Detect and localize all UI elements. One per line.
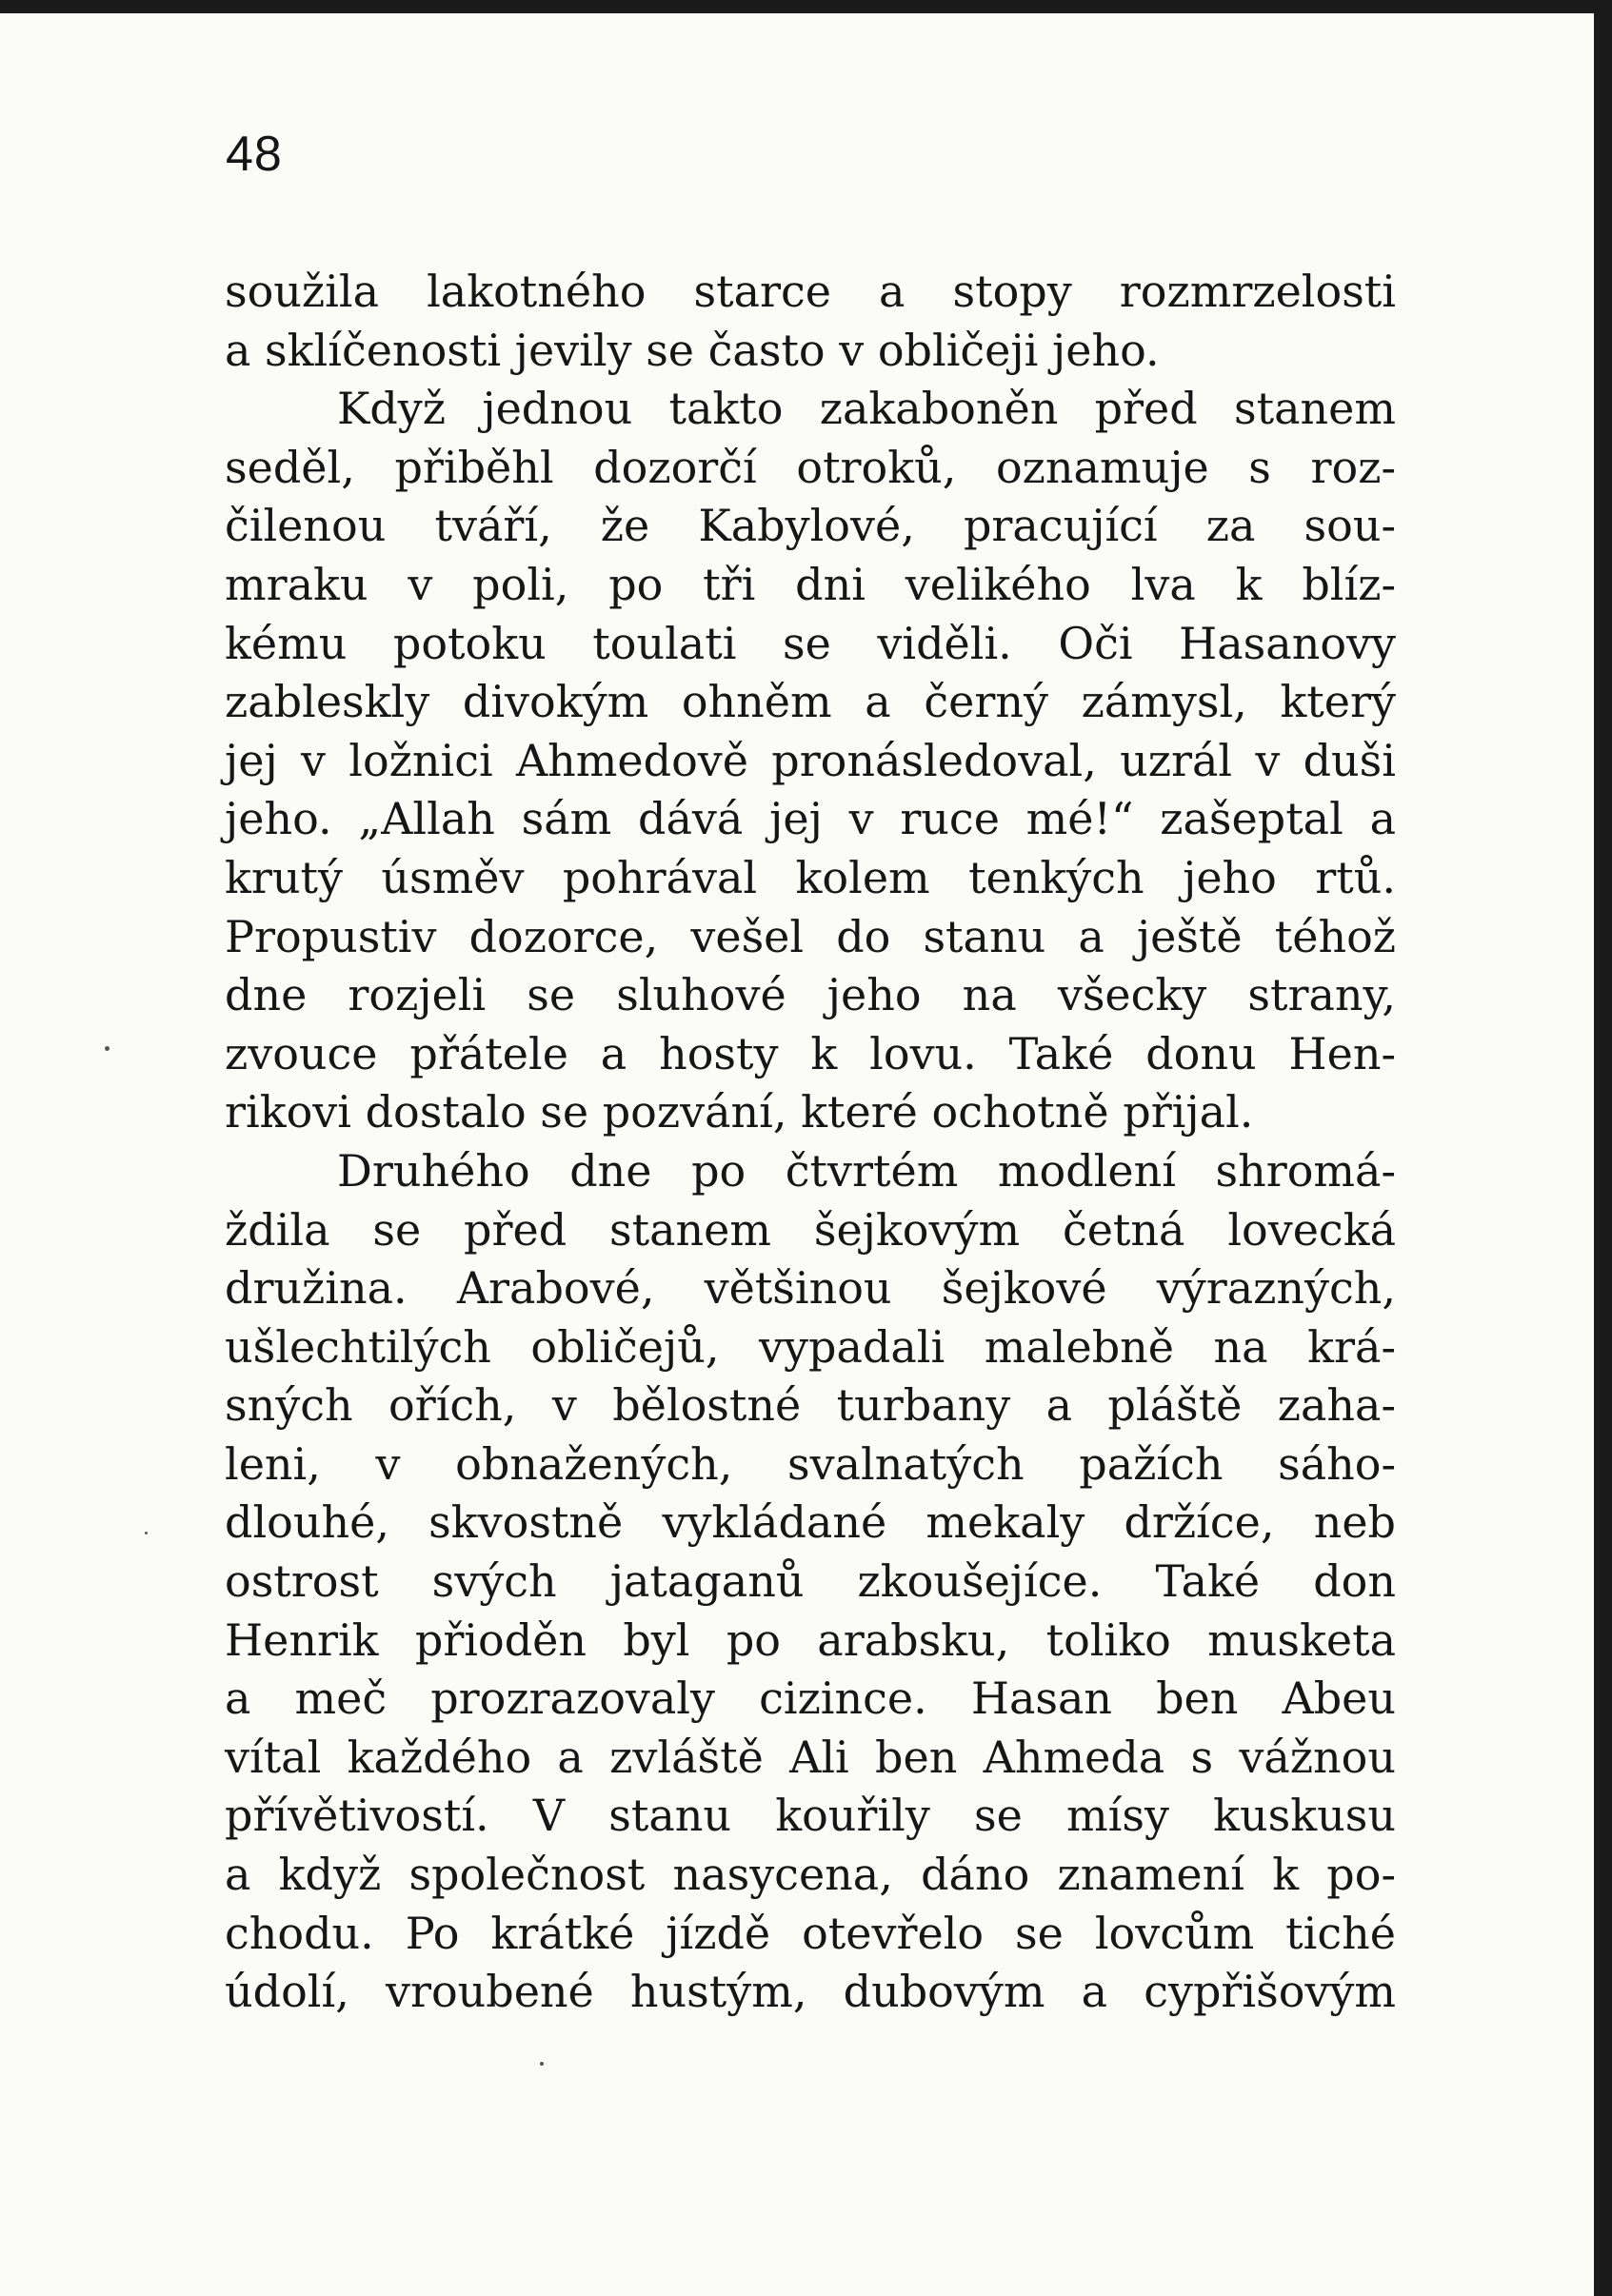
text-line: dne rozjeli se sluhové jeho na všecky strany, bbox=[225, 969, 1396, 1021]
text-line: jej v ložnici Ahmedově pronásledoval, uzrál v duši bbox=[225, 734, 1396, 786]
text-line: zableskly divokým ohněm a černý zámysl, který bbox=[225, 676, 1396, 728]
text-line: vítal každého a zvláště Ali ben Ahmeda s vážnou bbox=[225, 1731, 1396, 1783]
text-line: leni, v obnažených, svalnatých pažích sáho- bbox=[225, 1437, 1396, 1490]
text-line: Druhého dne po čtvrtém modlení shromá- bbox=[337, 1144, 1396, 1197]
text-line: kému potoku toulati se viděli. Oči Hasanovy bbox=[225, 617, 1396, 669]
text-line: seděl, přiběhl dozorčí otroků, oznamuje s roz- bbox=[225, 441, 1396, 493]
body-text bbox=[225, 263, 1396, 2022]
text-line: družina. Arabové, většinou šejkové výrazných, bbox=[225, 1262, 1396, 1315]
text-line: soužila lakotného starce a stopy rozmrzelosti bbox=[225, 266, 1396, 317]
paper-speck bbox=[105, 1046, 109, 1051]
text-line: dlouhé, skvostně vykládané mekaly držíce, neb bbox=[225, 1496, 1396, 1549]
text-line: přívětivostí. V stanu kouřily se mísy kuskusu bbox=[225, 1790, 1396, 1842]
text-line: ušlechtilých obličejů, vypadali malebně na krá- bbox=[225, 1320, 1396, 1373]
text-line: a když společnost nasycena, dáno znamení k po- bbox=[225, 1849, 1396, 1901]
text-line: Henrik přioděn byl po arabsku, toliko musketa bbox=[225, 1613, 1396, 1666]
book-page bbox=[0, 13, 1594, 2296]
text-line: mraku v poli, po tři dni velikého lva k blíz- bbox=[225, 558, 1396, 610]
paper-speck bbox=[540, 2062, 544, 2066]
text-line: Propustiv dozorce, vešel do stanu a ještě téhož bbox=[225, 910, 1396, 962]
text-line: chodu. Po krátké jízdě otevřelo se lovcům tiché bbox=[225, 1907, 1396, 1959]
text-line: a sklíčenosti jevily se často v obličeji jeho. bbox=[225, 324, 1160, 376]
text-line: krutý úsměv pohrával kolem tenkých jeho rtů. bbox=[225, 851, 1396, 903]
paper-speck bbox=[145, 1532, 148, 1534]
text-line: jeho. „Allah sám dává jej v ruce mé!“ zašeptal a bbox=[225, 793, 1396, 845]
text-line: údolí, vroubené hustým, dubovým a cypřišovým bbox=[225, 1966, 1396, 2018]
text-line: Když jednou takto zakaboněn před stanem bbox=[337, 383, 1396, 435]
text-line: ostrost svých jataganů zkoušejíce. Také don bbox=[225, 1555, 1396, 1608]
text-line: a meč prozrazovaly cizince. Hasan ben Abeu bbox=[225, 1673, 1396, 1725]
text-line: zvouce přátele a hosty k lovu. Také donu Hen- bbox=[225, 1027, 1396, 1079]
text-line: ždila se před stanem šejkovým četná lovecká bbox=[225, 1203, 1396, 1256]
page-number: 48 bbox=[226, 127, 283, 182]
text-line: rikovi dostalo se pozvání, které ochotně přijal. bbox=[225, 1086, 1254, 1138]
text-line: sných ořích, v bělostné turbany a pláště zaha- bbox=[225, 1379, 1396, 1432]
text-line: čilenou tváří, že Kabylové, pracující za sou- bbox=[225, 500, 1396, 552]
